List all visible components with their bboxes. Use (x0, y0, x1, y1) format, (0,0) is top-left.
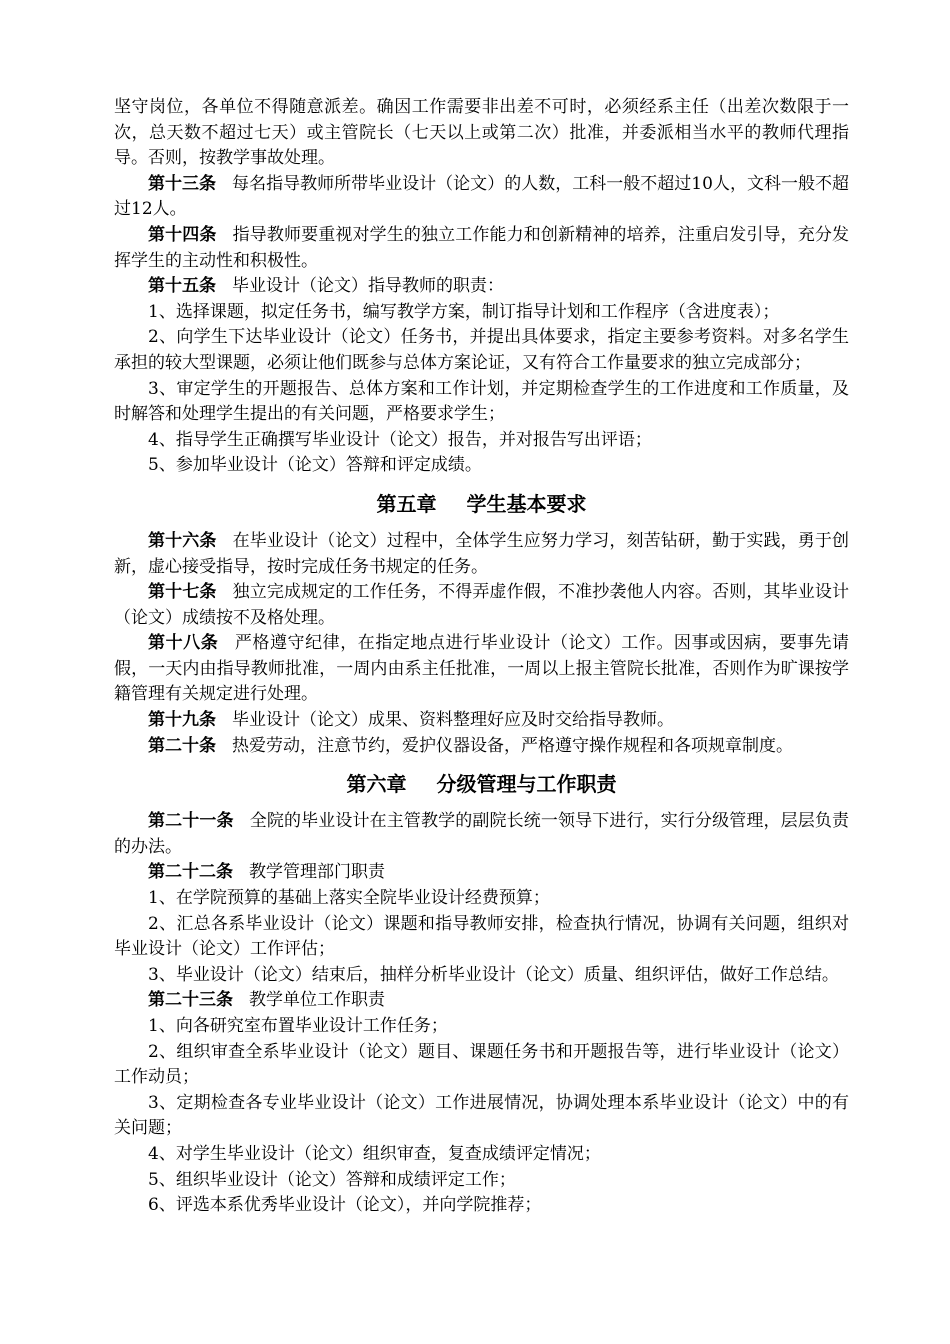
article-paragraph (114, 529, 849, 580)
paragraph-text: 3、定期检查各专业毕业设计（论文）工作进展情况，协调处理本系毕业设计（论文）中的有关问题； (114, 1092, 849, 1139)
article-paragraph (114, 274, 849, 300)
article-number: 第十四条 (148, 224, 217, 245)
paragraph-text: 2、汇总各系毕业设计（论文）课题和指导教师安排，检查执行情况，协调有关问题，组织对毕业设计（论文）工作评估； (114, 913, 849, 960)
paragraph-text: 教学管理部门职责 (249, 862, 385, 883)
paragraph-text: 4、对学生毕业设计（论文）组织审查，复查成绩评定情况； (148, 1143, 601, 1164)
article-number: 第十三条 (148, 173, 217, 194)
paragraph-text: 教学单位工作职责 (249, 990, 385, 1011)
article-paragraph (114, 708, 849, 734)
paragraph-text: 5、参加毕业设计（论文）答辩和评定成绩。 (148, 455, 482, 476)
paragraph-text: 2、组织审查全系毕业设计（论文）题目、课题任务书和开题报告等，进行毕业设计（论文）工作动员； (114, 1041, 849, 1088)
paragraph-text: 独立完成规定的工作任务，不得弄虚作假，不准抄袭他人内容。否则，其毕业设计（论文）成绩按不及格处理。 (114, 582, 849, 628)
body-paragraph (114, 1193, 849, 1219)
chapter-number: 第五章 (376, 491, 437, 516)
paragraph-text: 全院的毕业设计在主管教学的副院长统一领导下进行，实行分级管理，层层负责的办法。 (114, 811, 849, 857)
paragraph-text: 热爱劳动，注意节约，爱护仪器设备，严格遵守操作规程和各项规章制度。 (232, 735, 793, 756)
article-paragraph (114, 580, 849, 631)
paragraph-text: 毕业设计（论文）成果、资料整理好应及时交给指导教师。 (232, 710, 674, 731)
body-paragraph (114, 1168, 849, 1194)
article-number: 第十九条 (148, 710, 216, 731)
body-paragraph (114, 963, 849, 989)
paragraph-text: 指导教师要重视对学生的独立工作能力和创新精神的培养，注重启发引导，充分发挥学生的主动性和积极性。 (114, 224, 849, 271)
chapter-title: 学生基本要求 (466, 491, 587, 516)
paragraph-text: 1、向各研究室布置毕业设计工作任务； (148, 1016, 448, 1036)
article-number: 第二十条 (148, 735, 216, 756)
article-paragraph (114, 172, 849, 223)
paragraph-text: 毕业设计（论文）指导教师的职责： (232, 276, 504, 297)
body-paragraph (114, 377, 849, 428)
paragraph-text: 严格遵守纪律，在指定地点进行毕业设计（论文）工作。因事或因病，要事先请假，一天内由指导教师批准，一周内由系主任批准，一周以上报主管院长批准，否则作为旷课按学籍管理有关规定进行处理。 (114, 633, 850, 705)
article-paragraph (114, 988, 849, 1014)
article-number: 第十七条 (148, 582, 217, 603)
article-paragraph (114, 809, 849, 860)
paragraph-text: 1、选择课题，拟定任务书，编写教学方案，制订指导计划和工作程序（含进度表）； (148, 301, 780, 322)
body-paragraph (114, 300, 849, 326)
article-number: 第二十二条 (148, 862, 233, 883)
article-number: 第十五条 (148, 276, 216, 297)
body-paragraph (114, 453, 849, 479)
chapter-heading (114, 490, 849, 518)
paragraph-text: 在毕业设计（论文）过程中，全体学生应努力学习，刻苦钻研，勤于实践，勇于创新，虚心接受指导，按时完成任务书规定的任务。 (114, 530, 849, 577)
paragraph-text: 6、评选本系优秀毕业设计（论文），并向学院推荐； (148, 1195, 542, 1216)
article-paragraph (114, 860, 849, 886)
paragraph-text: 5、组织毕业设计（论文）答辩和成绩评定工作； (148, 1169, 516, 1190)
paragraph-text: 坚守岗位，各单位不得随意派差。确因工作需要非出差不可时，必须经系主任（出差次数限于一次，总天数不超过七天）或主管院长（七天以上或第二次）批准，并委派相当水平的教师代理指导。否则，按教学事故处理。 (114, 97, 849, 169)
paragraph-text: 1、在学院预算的基础上落实全院毕业设计经费预算； (148, 888, 550, 909)
body-paragraph (114, 1142, 849, 1168)
body-paragraph (114, 428, 849, 454)
body-paragraph (114, 1014, 849, 1040)
paragraph-text: 3、毕业设计（论文）结束后，抽样分析毕业设计（论文）质量、组织评估，做好工作总结。 (148, 964, 839, 985)
article-paragraph (114, 223, 849, 274)
document-body (114, 95, 849, 1219)
article-paragraph (114, 734, 849, 760)
article-number: 第二十三条 (148, 990, 233, 1011)
chapter-title: 分级管理与工作职责 (436, 772, 617, 797)
paragraph-text: 3、审定学生的开题报告、总体方案和工作计划，并定期检查学生的工作进度和工作质量，及时解答和处理学生提出的有关问题，严格要求学生； (114, 378, 849, 425)
chapter-heading (114, 770, 849, 798)
body-paragraph (114, 95, 849, 172)
body-paragraph (114, 886, 849, 912)
paragraph-text: 每名指导教师所带毕业设计（论文）的人数，工科一般不超过10人，文科一般不超过12人。 (114, 173, 850, 220)
body-paragraph (114, 912, 849, 963)
body-paragraph (114, 1040, 849, 1091)
paragraph-text: 2、向学生下达毕业设计（论文）任务书，并提出具体要求，指定主要参考资料。对多名学生承担的较大型课题，必须让他们既参与总体方案论证，又有符合工作量要求的独立完成部分； (114, 327, 849, 373)
body-paragraph (114, 1091, 849, 1142)
article-number: 第二十一条 (148, 811, 234, 832)
chapter-number: 第六章 (346, 772, 407, 797)
article-paragraph (114, 631, 849, 708)
body-paragraph (114, 325, 849, 376)
paragraph-text: 4、指导学生正确撰写毕业设计（论文）报告，并对报告写出评语； (148, 429, 652, 450)
article-number: 第十六条 (148, 530, 217, 551)
article-number: 第十八条 (148, 633, 219, 654)
